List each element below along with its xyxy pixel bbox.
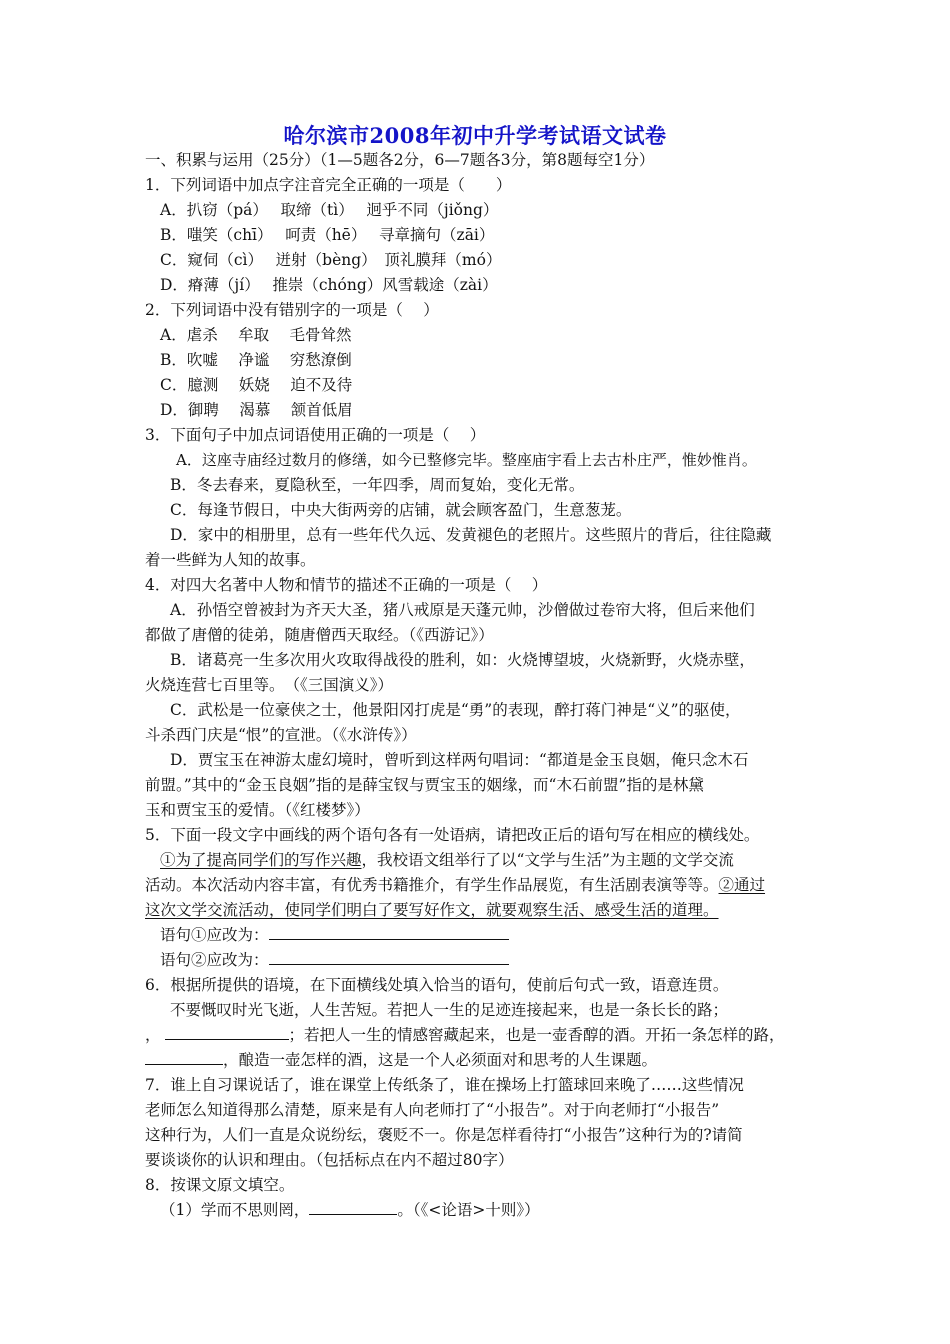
q5-passage-line-1 [160, 850, 734, 870]
q3-option-c: C．每逢节假日，中央大街两旁的店铺，就会顾客盈门，生意葱茏。 [170, 501, 632, 519]
passage-text: ，我校语文组举行了以“文学与生活”为主题的文学交流 [361, 851, 734, 869]
section-heading: 一、积累与运用（25分）（1—5题各2分，6—7题各3分，第8题每空1分） [145, 151, 655, 169]
answer-blank-2[interactable] [269, 950, 509, 965]
q6-passage-line-3 [145, 1050, 657, 1070]
q7-line-3: 这种行为，人们一直是众说纷纭，褒贬不一。你是怎样看待打“小报告”这种行为的?请简 [145, 1126, 743, 1144]
question-2: 2．下列词语中没有错别字的一项是（ ） [145, 301, 439, 319]
q4-option-a: A．孙悟空曾被封为齐天大圣，猪八戒原是天蓬元帅，沙僧做过卷帘大将，但后来他们 [170, 601, 755, 619]
q5-answer-1 [160, 925, 509, 945]
q4-option-c: C．武松是一位豪侠之士，他景阳冈打虎是“勇”的表现，醉打蒋门神是“义”的驱使， [170, 701, 741, 719]
q1-option-d: D．瘠薄（jí） 推崇（chóng）风雪载途（zài） [160, 276, 498, 294]
question-3: 3．下面句子中加点词语使用正确的一项是（ ） [145, 426, 486, 444]
q3-option-d: D．家中的相册里，总有一些年代久远、发黄褪色的老照片。这些照片的背后，往往隐藏 [170, 526, 772, 544]
q2-option-c: C．臆测 妖娆 迫不及待 [160, 376, 353, 394]
q1-option-a: A．扒窃（pá） 取缔（tì） 迥乎不同（jiǒng） [160, 201, 499, 219]
answer-blank-1[interactable] [269, 925, 509, 940]
q6-passage-line-2 [145, 1025, 785, 1045]
q3-option-a: A．这座寺庙经过数月的修缮，如今已整修完毕。整座庙宇看上去古朴庄严，惟妙惟肖。 [176, 451, 757, 469]
q2-option-b: B．吹嘘 净谧 穷愁潦倒 [160, 351, 352, 369]
passage-text: ，酿造一壶怎样的酒，这是一个人必须面对和思考的人生课题。 [223, 1051, 658, 1069]
question-1: 1．下列词语中加点字注音完全正确的一项是（ ） [145, 176, 512, 194]
q6-passage-line-1: 不要慨叹时光飞逝，人生苦短。若把人一生的足迹连接起来，也是一条长长的路； [170, 1001, 729, 1019]
underlined-sentence-1: ①为了提高同学们的写作兴趣 [160, 851, 362, 869]
q4-option-b-cont: 火烧连营七百里等。 （《三国演义》） [145, 676, 394, 694]
q4-option-d-cont2: 玉和贾宝玉的爱情。（《红楼梦》） [145, 801, 370, 819]
passage-text: ；若把人一生的情感窖藏起来，也是一壶香醇的酒。开拓一条怎样的路， [288, 1026, 785, 1044]
question-6: 6．根据所提供的语境，在下面横线处填入恰当的语句，使前后句式一致，语意连贯。 [145, 976, 729, 994]
q1-option-b: B．嗤笑（chī） 呵责（hē） 寻章摘句（zāi） [160, 226, 495, 244]
q2-option-d: D．御聘 渴慕 颔首低眉 [160, 401, 353, 419]
fill-blank-3[interactable] [309, 1200, 397, 1215]
question-7: 7．谁上自习课说话了，谁在课堂上传纸条了，谁在操场上打篮球回来晚了……这些情况 [145, 1076, 744, 1094]
question-5: 5．下面一段文字中画线的两个语句各有一处语病，请把改正后的语句写在相应的横线处。 [145, 826, 760, 844]
answer-label-1: 语句①应改为： [160, 926, 269, 944]
q3-option-d-cont: 着一些鲜为人知的故事。 [145, 551, 316, 569]
q4-option-d: D．贾宝玉在神游太虚幻境时，曾听到这样两句唱词：“都道是金玉良姻，俺只念木石 [170, 751, 749, 769]
fill-blank-1[interactable] [165, 1025, 289, 1040]
question-4: 4．对四大名著中人物和情节的描述不正确的一项是（ ） [145, 576, 548, 594]
q5-answer-2 [160, 950, 509, 970]
q2-option-a: A．虐杀 牟取 毛骨耸然 [160, 326, 352, 344]
q4-option-d-cont: 前盟。”其中的“金玉良姻”指的是薛宝钗与贾宝玉的姻缘，而“木石前盟”指的是林黛 [145, 776, 704, 794]
answer-label-2: 语句②应改为： [160, 951, 269, 969]
question-8: 8．按课文原文填空。 [145, 1176, 295, 1194]
passage-text: 活动。本次活动内容丰富，有优秀书籍推介，有学生作品展览，有生活剧表演等等。 [145, 876, 719, 894]
q8-item-1 [160, 1200, 540, 1220]
exam-title: 哈尔滨市2008年初中升学考试语文试卷 [283, 123, 667, 148]
item-text: （1）学而不思则罔， [160, 1201, 310, 1219]
comma: ， [145, 1026, 161, 1044]
item-source: 。（《<论语>十则》） [397, 1201, 540, 1219]
underlined-sentence-2-start: ②通过 [718, 876, 766, 894]
q1-option-c: C．窥伺（cì） 迸射（bèng） 顶礼膜拜（mó） [160, 251, 502, 269]
fill-blank-2[interactable] [145, 1050, 223, 1065]
q7-line-4: 要谈谈你的认识和理由。（包括标点在内不超过80字） [145, 1151, 514, 1169]
q4-option-b: B．诸葛亮一生多次用火攻取得战役的胜利，如：火烧博望坡，火烧新野，火烧赤壁， [170, 651, 755, 669]
q7-line-2: 老师怎么知道得那么清楚，原来是有人向老师打了“小报告”。对于向老师打“小报告” [145, 1101, 720, 1119]
q5-passage-line-2 [145, 875, 765, 895]
q3-option-b: B．冬去春来，夏隐秋至，一年四季，周而复始，变化无常。 [170, 476, 585, 494]
q4-option-c-cont: 斗杀西门庆是“恨”的宣泄。（《水浒传》） [145, 726, 417, 744]
underlined-sentence-2: 这次文学交流活动，使同学们明白了要写好作文，就要观察生活、感受生活的道理。 [145, 901, 719, 919]
q4-option-a-cont: 都做了唐僧的徒弟，随唐僧西天取经。（《西游记》） [145, 626, 494, 644]
